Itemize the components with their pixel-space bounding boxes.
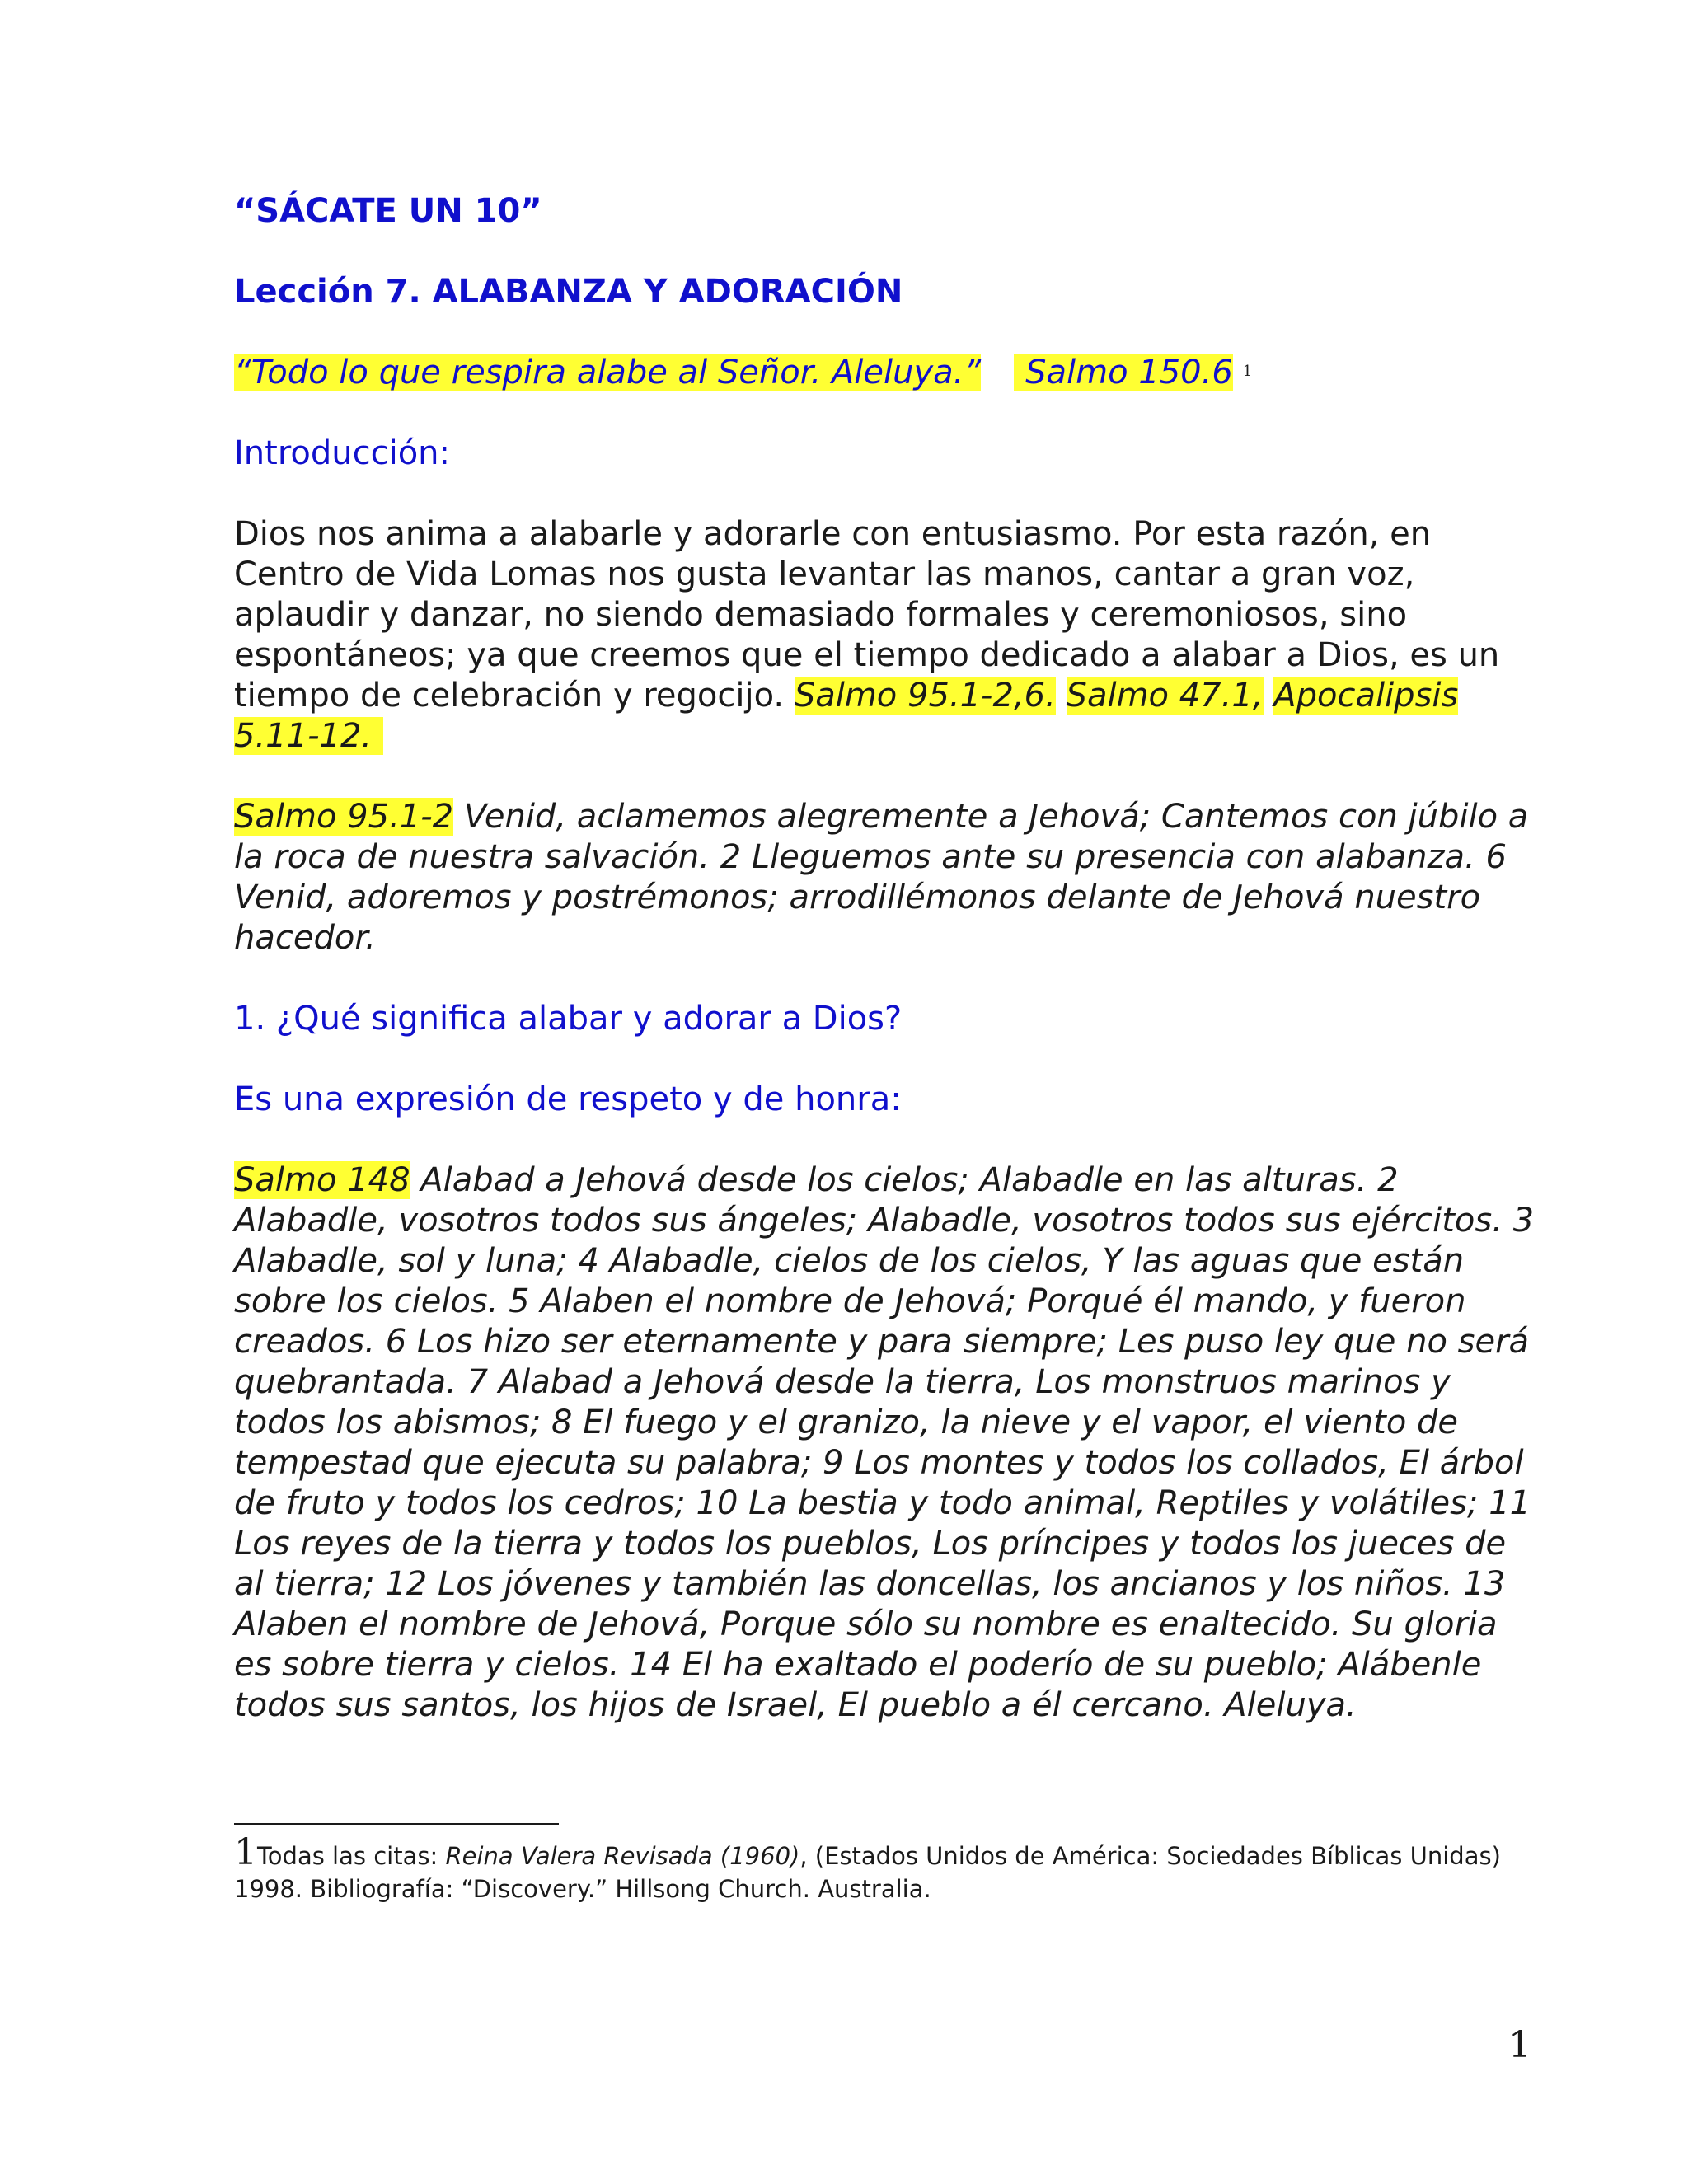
document-title: “SÁCATE UN 10” (234, 192, 542, 230)
footnote-marker: 1 (1242, 363, 1253, 380)
psalm-95-ref: Salmo 95.1-2 (234, 798, 454, 836)
lesson-heading: Lección 7. ALABANZA Y ADORACIÓN (234, 273, 903, 311)
intro-body: Dios nos anima a alabarle y adorarle con entusiasmo. Por esta razón, en Centro de Vida Lomas nos gusta levantar las manos, cantar a gran voz, aplaudir y danzar, no siendo demasiado formales y ceremoniosos, sino espontáneos; ya que creemos que el tiempo dedicado a alabar a Dios, es un tiempo de celebración y regocijo. (234, 515, 1500, 715)
psalm-148-ref: Salmo 148 (234, 1161, 410, 1199)
footnote-number: 1 (234, 1831, 257, 1873)
section-answer: Es una expresión de respeto y de honra: (234, 1080, 902, 1118)
footnote (234, 1831, 1536, 1905)
key-verse-ref: Salmo 150.6 (1014, 354, 1233, 391)
psalm-95-paragraph (234, 797, 1536, 958)
page-number: 1 (1508, 2024, 1531, 2066)
intro-paragraph (234, 514, 1536, 757)
key-verse (234, 353, 1536, 393)
intro-ref-1: Salmo 95.1-2,6. (794, 677, 1056, 715)
intro-ref-tail: . (361, 717, 383, 755)
intro-label: Introducción: (234, 434, 451, 472)
intro-ref-2: Salmo 47.1, (1066, 677, 1264, 715)
intro-ref-3: Apocalipsis 5.11-12 (234, 677, 1459, 755)
psalm-148-text: Alabad a Jehová desde los cielos; Alabadle en las alturas. 2 Alabadle, vosotros todos sus ángeles; Alabadle, vosotros todos sus ejércitos. 3 Alabadle, sol y luna; 4 Alabadle, cielos de los cielos, Y las aguas que están sobre los cielos. 5 Alaben el nombre de Jehová; Porqué él mando, y fueron creados. 6 Los hizo ser eternamente y para siempre; Les puso ley que no será quebrantada. 7 Alabad a Jehová desde la tierra, Los monstruos marinos y todos los abismos; 8 El fuego y el granizo, la nieve y el vapor, el viento de tempestad que ejecuta su palabra; 9 Los montes y todos los collados, El árbol de fruto y todos los cedros; 10 La bestia y todo animal, Reptiles y volátiles; 11 Los reyes de la tierra y todos los pueblos, Los príncipes y todos los jueces de al tierra; 12 Los jóvenes y también las doncellas, los ancianos y los niños. 13 Alaben el nombre de Jehová, Porque sólo su nombre es enaltecido. Su gloria es sobre tierra y cielos. 14 El ha exaltado el poderío de su pueblo; Alábenle todos sus santos, los hijos de Israel, El pueblo a él cercano. Aleluya. (234, 1161, 1535, 1724)
footnote-separator (234, 1823, 559, 1825)
footnote-lead: Todas las citas: (257, 1842, 446, 1870)
psalm-148-paragraph (234, 1160, 1536, 1726)
key-verse-text: “Todo lo que respira alabe al Señor. Aleluya.” (234, 354, 982, 391)
section-question: 1. ¿Qué significa alabar y adorar a Dios? (234, 1000, 903, 1038)
page-content (234, 191, 1536, 1726)
footnote-source: Reina Valera Revisada (1960) (445, 1842, 800, 1870)
footnote-rest: , (Estados Unidos de América: Sociedades Bíblicas Unidas) 1998. Bibliografía: “Discovery.” Hillsong Church. Australia. (234, 1842, 1501, 1903)
psalm-95-text: Venid, aclamemos alegremente a Jehová; Cantemos con júbilo a la roca de nuestra salvación. 2 Lleguemos ante su presencia con alabanza. 6 Venid, adoremos y postrémonos; arrodillémonos delante de Jehová nuestro hacedor. (234, 798, 1529, 957)
